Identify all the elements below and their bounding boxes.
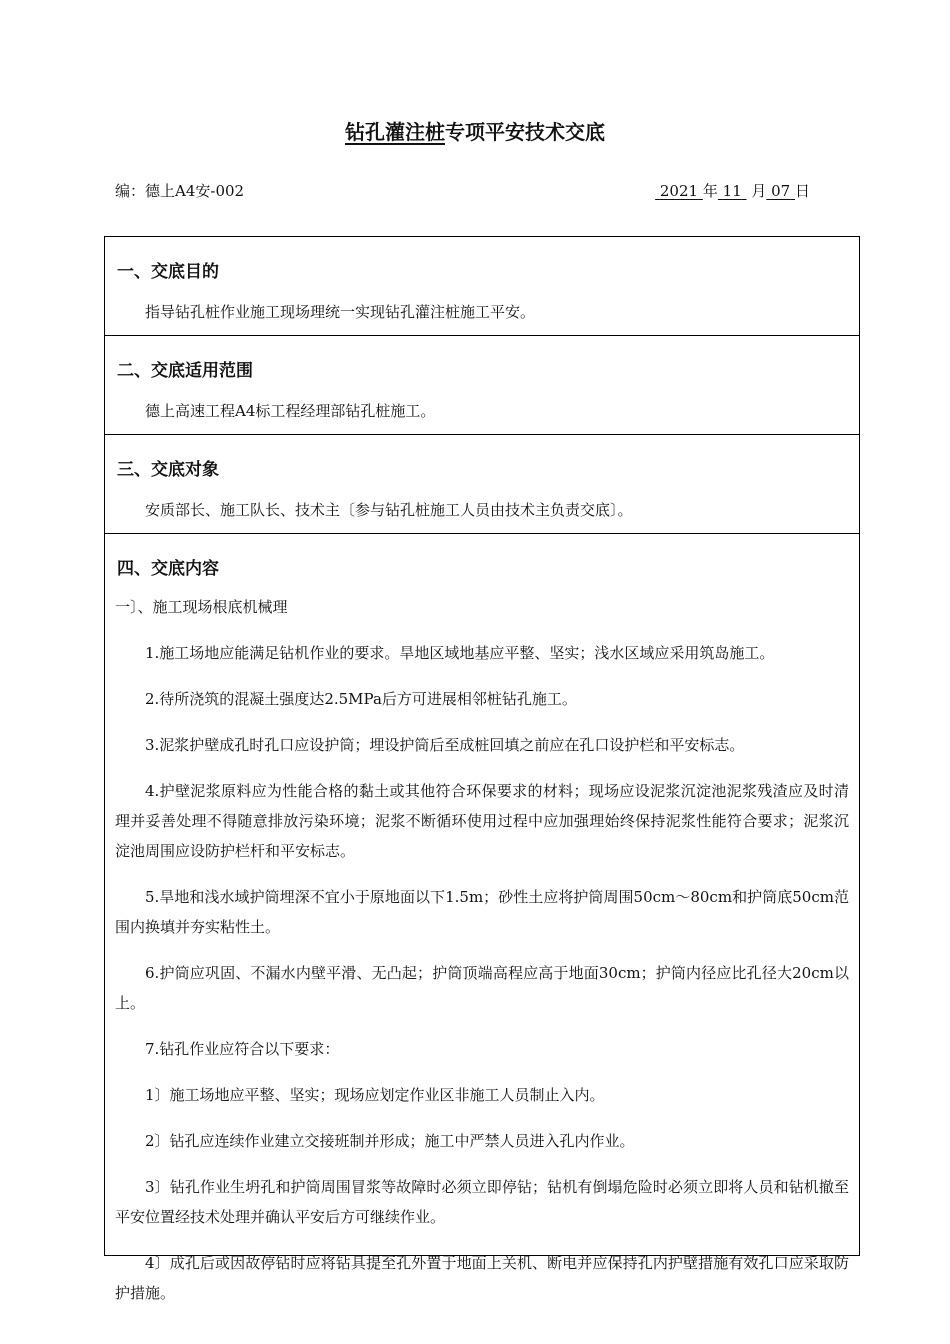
date-day-unit: 日 (794, 182, 810, 200)
section-heading: 四、交底内容 (117, 559, 219, 579)
content-paragraph: 5.旱地和浅水域护筒埋深不宜小于原地面以下1.5m；砂性土应将护筒周围50cm～80cm和护筒底50cm范围内换填并夯实粘性土。 (115, 888, 849, 936)
title-rest: 专项平安技术交底 (445, 120, 605, 144)
section-text: 指导钻孔桩作业施工现场理统一实现钻孔灌注桩施工平安。 (145, 303, 536, 321)
content-paragraph: 3〕钻孔作业生坍孔和护筒周围冒浆等故障时必须立即停钻；钻机有倒塌危险时必须立即将人员和钻机撤至平安位置经技术处理并确认平安后方可继续作业。 (115, 1178, 849, 1226)
content-paragraph: 6.护筒应巩固、不漏水内壁平滑、无凸起；护筒顶端高程应高于地面30cm；护筒内径应比孔径大20cm以上。 (115, 964, 849, 1012)
document-code: 编：德上A4安-002 (115, 182, 245, 200)
disclosure-table (104, 236, 860, 1302)
section-text: 德上高速工程A4标工程经理部钻孔桩施工。 (145, 402, 436, 420)
date-year-unit: 年 (702, 182, 718, 200)
content-subheading: 一〕、施工现场根底机械理 (115, 598, 288, 616)
content-paragraph: 3.泥浆护壁成孔时孔口应设护筒；埋设护筒后至成桩回填之前应在孔口设护栏和平安标志。 (145, 736, 745, 754)
content-paragraph: 4〕成孔后或因故停钻时应将钻具提至孔外置于地面上关机、断电并应保持孔内护壁措施有效孔口应采取防护措施。 (115, 1254, 849, 1302)
content-paragraph: 2.待所浇筑的混凝土强度达2.5MPa后方可进展相邻桩钻孔施工。 (145, 690, 577, 708)
date-month-unit: 月 (751, 182, 767, 200)
content-paragraph: 2〕钻孔应连续作业建立交接班制并形成；施工中严禁人员进入孔内作业。 (145, 1132, 635, 1150)
date-day: 07 (771, 182, 791, 200)
date-month: 11 (722, 182, 742, 200)
content-paragraph: 1.施工场地应能满足钻机作业的要求。旱地区域地基应平整、坚实；浅水区域应采用筑岛施工。 (145, 644, 775, 662)
section-purpose (105, 237, 859, 335)
section-heading: 一、交底目的 (117, 262, 219, 282)
document-date (655, 180, 810, 201)
section-scope (105, 335, 859, 434)
section-heading: 三、交底对象 (117, 460, 219, 480)
section-text: 安质部长、施工队长、技术主〔参与钻孔桩施工人员由技术主负责交底〕。 (145, 501, 633, 519)
title-underlined-part: 钻孔灌注桩 (345, 120, 445, 144)
document-meta (115, 180, 810, 204)
content-paragraph: 7.钻孔作业应符合以下要求： (145, 1040, 340, 1058)
content-paragraph: 1〕施工场地应平整、坚实；现场应划定作业区非施工人员制止入内。 (145, 1086, 605, 1104)
section-content (105, 533, 859, 1328)
date-year: 2021 (659, 182, 699, 200)
section-audience (105, 434, 859, 533)
document-title (0, 116, 950, 145)
content-paragraph: 4.护壁泥浆原料应为性能合格的黏土或其他符合环保要求的材料；现场应设泥浆沉淀池泥浆残渣应及时清理并妥善处理不得随意排放污染环境；泥浆不断循环使用过程中应加强理始终保持泥浆性能符合要求；泥浆沉淀池周围应设防护栏杆和平安标志。 (115, 782, 849, 860)
section-heading: 二、交底适用范围 (117, 361, 253, 381)
